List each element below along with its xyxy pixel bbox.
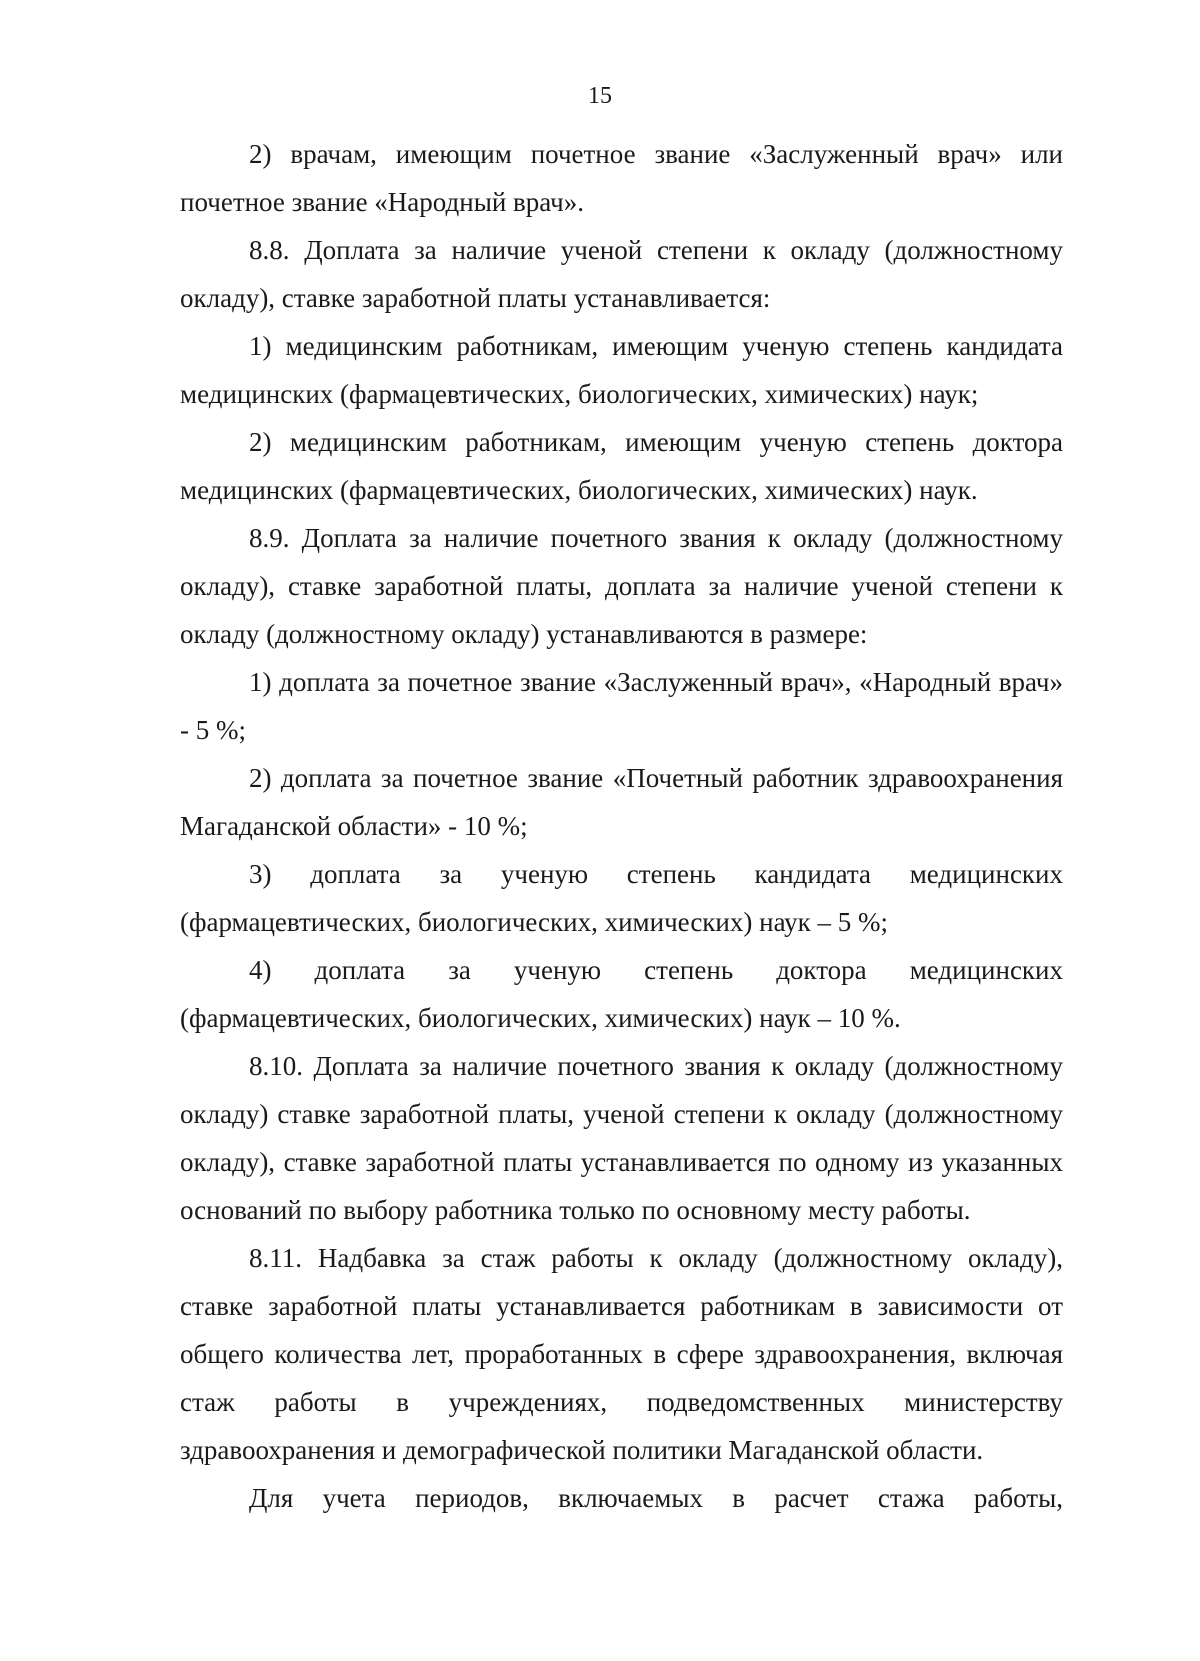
- paragraph-seniority-periods: Для учета периодов, включаемых в расчет стажа работы,: [249, 1483, 1063, 1513]
- paragraph-8-11: 8.11. Надбавка за стаж работы к окладу (должностному окладу), ставке заработной платы устанавливается работникам в зависимости от общего количества лет, проработанных в сфере здравоохранения, включая стаж работы в учреждениях, подведомственных министерству здравоохранения и демографической политики Магаданской области.: [180, 1243, 1063, 1465]
- page-number: 15: [588, 83, 612, 109]
- paragraph-8-8-item-2: 2) медицинским работникам, имеющим ученую степень доктора медицинских (фармацевтических, биологических, химических) наук.: [180, 427, 1063, 505]
- paragraph-8-9-item-4: 4) доплата за ученую степень доктора медицинских (фармацевтических, биологических, химических) наук – 10 %.: [180, 955, 1063, 1033]
- paragraph-8-9-item-1: 1) доплата за почетное звание «Заслуженный врач», «Народный врач» - 5 %;: [180, 667, 1063, 745]
- paragraph-8-9-item-2: 2) доплата за почетное звание «Почетный работник здравоохранения Магаданской области» - 10 %;: [180, 763, 1063, 841]
- paragraph-8-10: 8.10. Доплата за наличие почетного звания к окладу (должностному окладу) ставке заработной платы, ученой степени к окладу (должностному окладу), ставке заработной платы устанавливается по одному из указанных оснований по выбору работника только по основному месту работы.: [180, 1051, 1063, 1225]
- document-body: [180, 130, 1063, 1522]
- paragraph-8-9-item-3: 3) доплата за ученую степень кандидата медицинских (фармацевтических, биологических, химических) наук – 5 %;: [180, 859, 1063, 937]
- paragraph-2-honored-doctor: 2) врачам, имеющим почетное звание «Заслуженный врач» или почетное звание «Народный врач».: [180, 139, 1063, 217]
- paragraph-8-8: 8.8. Доплата за наличие ученой степени к окладу (должностному окладу), ставке заработной платы устанавливается:: [180, 235, 1063, 313]
- paragraph-8-8-item-1: 1) медицинским работникам, имеющим ученую степень кандидата медицинских (фармацевтических, биологических, химических) наук;: [180, 331, 1063, 409]
- paragraph-8-9: 8.9. Доплата за наличие почетного звания к окладу (должностному окладу), ставке заработной платы, доплата за наличие ученой степени к окладу (должностному окладу) устанавливаются в размере:: [180, 523, 1063, 649]
